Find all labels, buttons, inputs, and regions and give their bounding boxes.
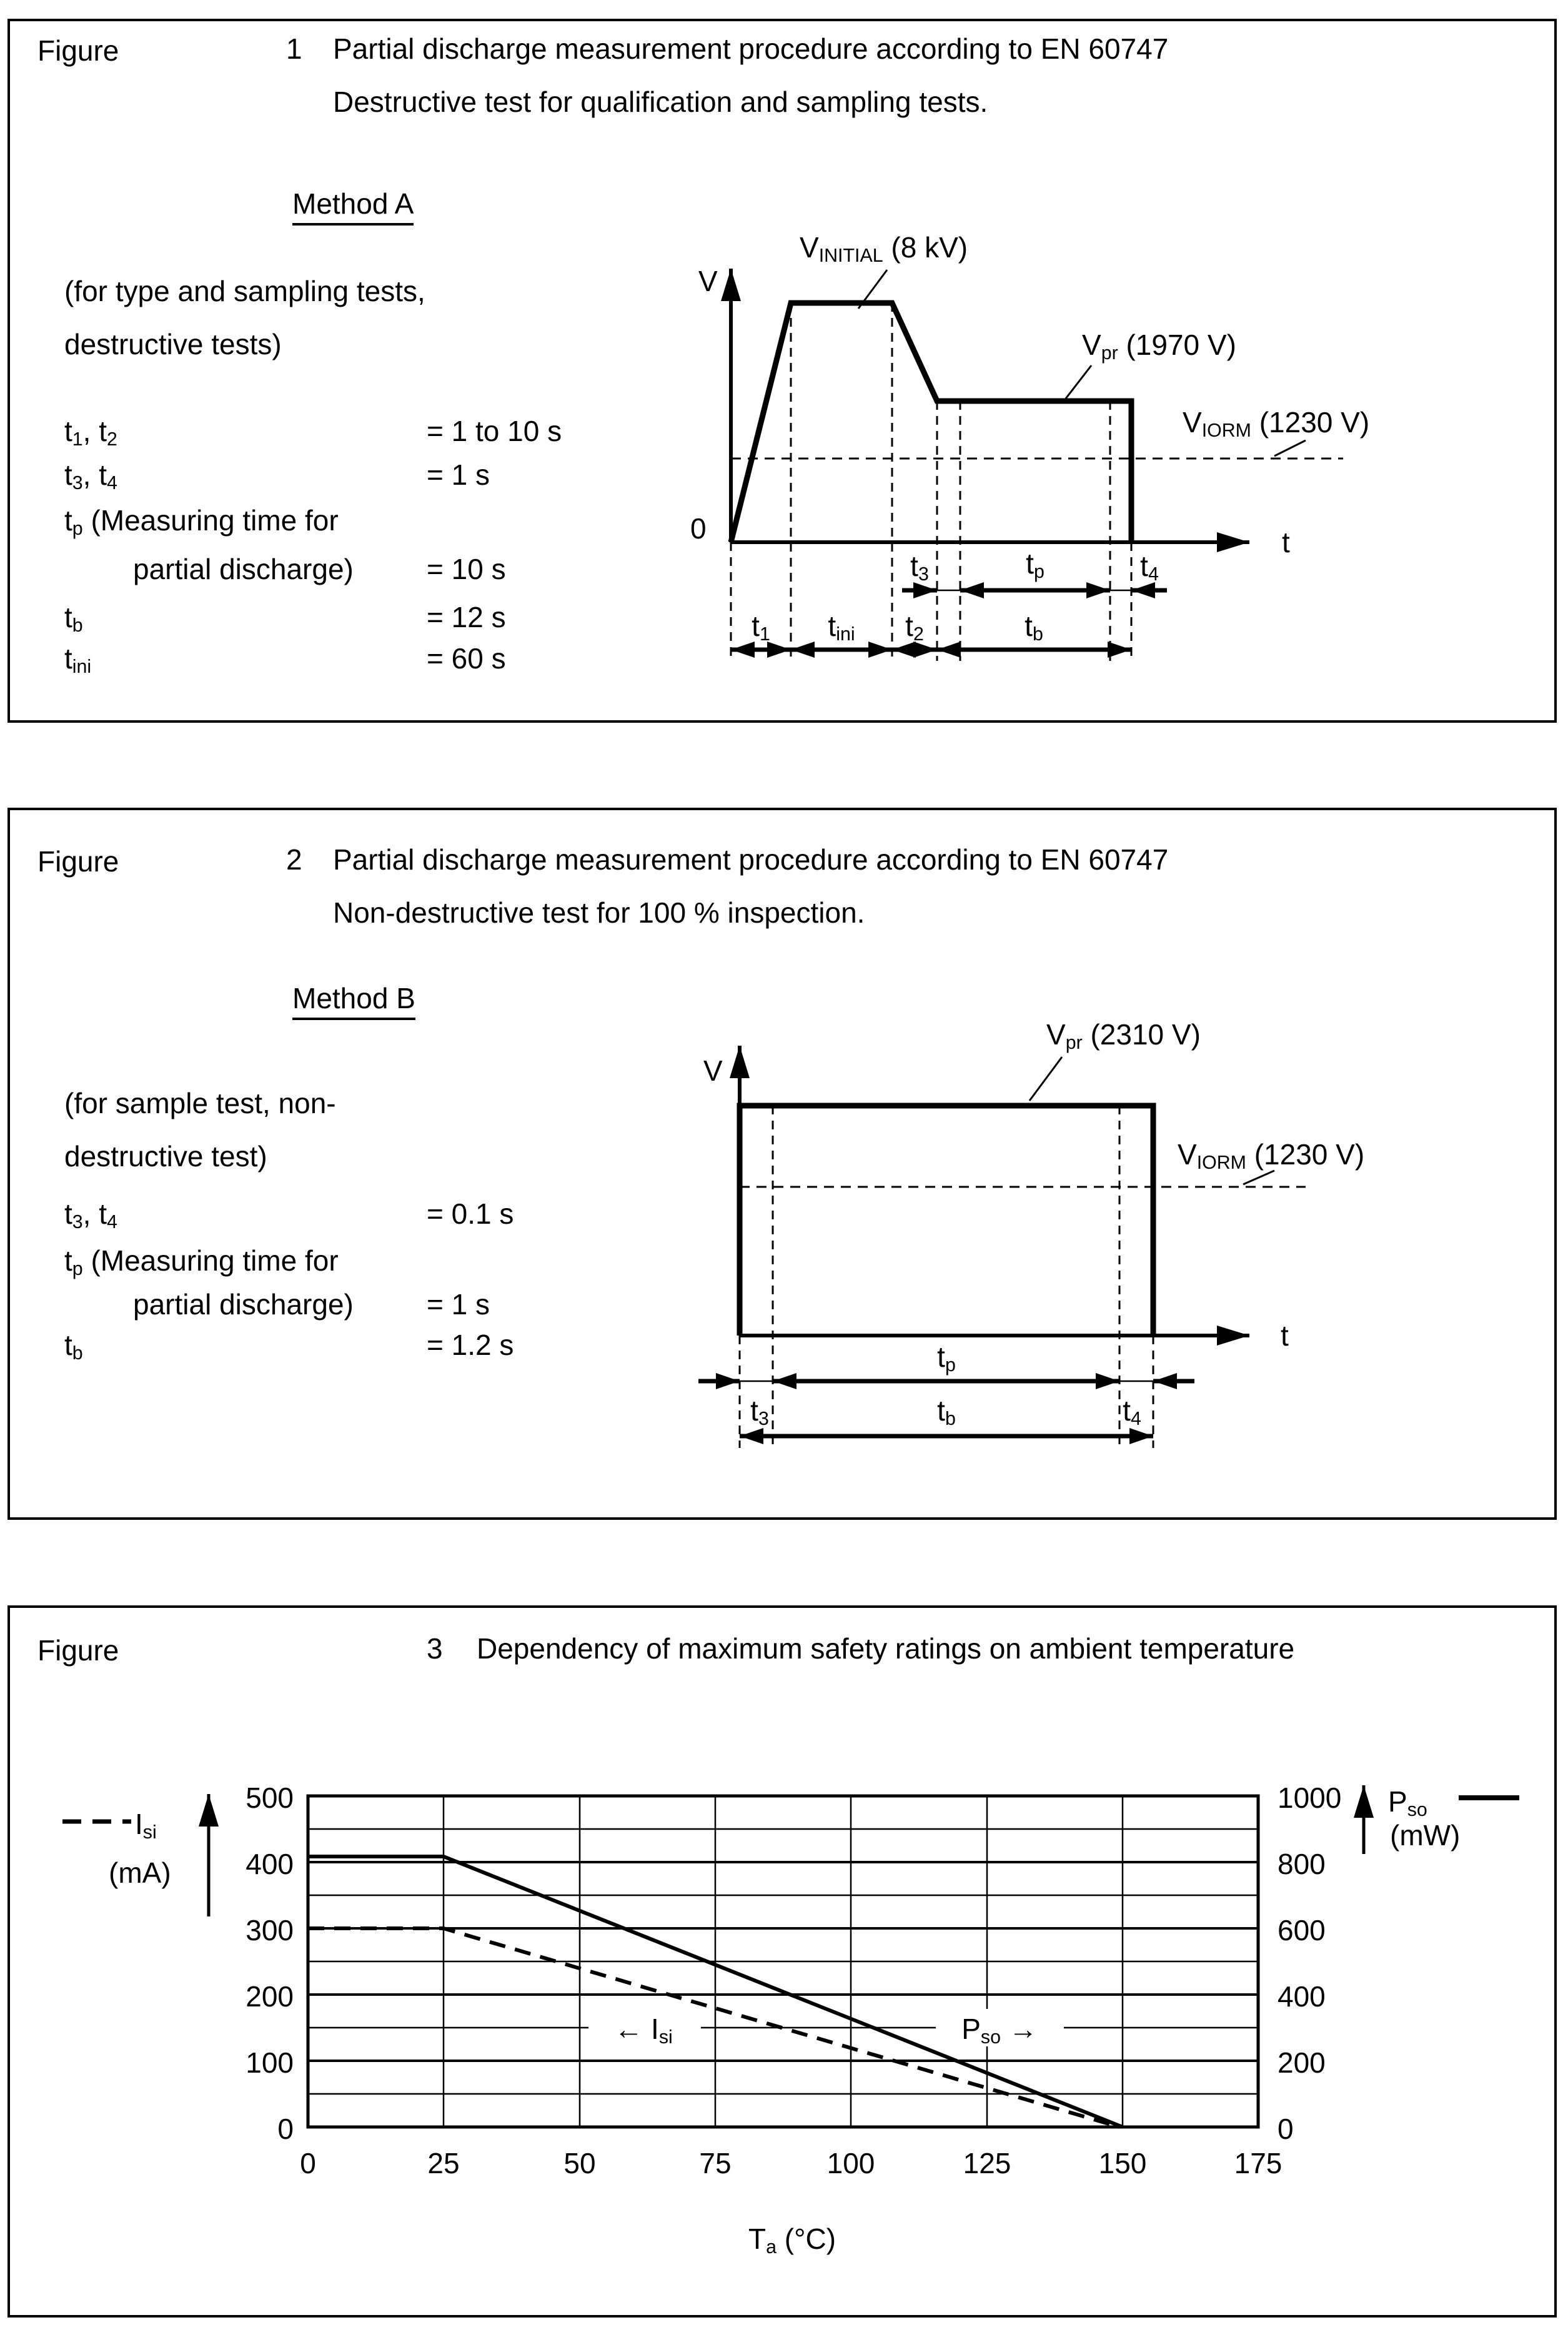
figure3-label: Figure <box>37 1634 119 1667</box>
param-label: $t_b$ <box>64 1329 83 1364</box>
param-label: partial discharge) <box>133 553 354 585</box>
y-left-tick: 200 <box>246 1980 294 2013</box>
x-tick: 175 <box>1234 2147 1283 2179</box>
y-left-tick: 500 <box>246 1782 294 1814</box>
figure3-number: 3 <box>427 1632 443 1665</box>
x-tick: 50 <box>563 2147 596 2179</box>
viorm-label: $V_{IORM}$ (1230 V) <box>1178 1138 1365 1173</box>
derating-chart <box>56 1774 1562 2136</box>
inplot-isi-label: ← $I_{si}$ <box>614 2013 673 2048</box>
param-value: = 0.1 s <box>427 1197 514 1230</box>
param-value: = 1 s <box>427 1288 490 1321</box>
x-axis-title: $T_a$ (°C) <box>748 2223 836 2258</box>
t-axis-label: t <box>1281 1319 1289 1352</box>
isi-legend-unit: (mA) <box>109 1857 171 1889</box>
x-tick: 100 <box>826 2147 875 2179</box>
param-label: $t_b$ <box>64 601 83 636</box>
y-right-tick: 200 <box>1278 2046 1326 2079</box>
dim-label-t4: $t_4$ <box>1140 550 1159 585</box>
vpr-label: $V_{pr}$ (1970 V) <box>1082 329 1236 364</box>
figure1-method-heading <box>292 187 414 221</box>
y-right-tick: 1000 <box>1278 1782 1342 1814</box>
y-left-tick: 400 <box>246 1848 294 1880</box>
param-value: = 1.2 s <box>427 1329 514 1361</box>
figure1-method-text: Method A <box>292 187 414 226</box>
figure1-title-line2: Destructive test for qualification and sampling tests. <box>333 86 988 118</box>
figure1-intro-line1: (for type and sampling tests, <box>64 275 425 307</box>
param-label: partial discharge) <box>133 1288 354 1321</box>
isi-legend-label: $I_{si}$ <box>135 1808 157 1843</box>
figure1-title-line1: Partial discharge measurement procedure according to EN 60747 <box>333 32 1169 65</box>
figure1-label: Figure <box>37 34 119 67</box>
inplot-pso-label: $P_{so}$ → <box>961 2013 1038 2048</box>
figure2-waveform-diagram <box>687 1028 1512 1465</box>
figure2-label: Figure <box>37 845 119 878</box>
y-left-tick: 100 <box>246 2046 294 2079</box>
x-tick: 25 <box>427 2147 460 2179</box>
vpr-label: $V_{pr}$ (2310 V) <box>1046 1018 1201 1053</box>
dim-label-t3: $t_3$ <box>750 1394 769 1429</box>
dim-label-tp: $t_p$ <box>1026 547 1045 582</box>
param-label: $t_3$, $t_4$ <box>64 459 117 493</box>
v-axis-label: V <box>698 265 718 297</box>
figure2-intro-line1: (for sample test, non- <box>64 1087 336 1119</box>
dim-label-tb: $t_b$ <box>937 1394 956 1429</box>
dim-label-t2: $t_2$ <box>905 610 924 645</box>
viorm-label: $V_{IORM}$ (1230 V) <box>1183 406 1370 441</box>
figure2-intro-line2: destructive test) <box>64 1140 267 1172</box>
figure2-method-text: Method B <box>292 982 415 1020</box>
viorm-leader-line <box>1243 1171 1274 1184</box>
vpr-leader-line <box>1030 1057 1062 1101</box>
y-right-tick: 600 <box>1278 1914 1326 1946</box>
dim-label-tini: $t_{ini}$ <box>828 610 855 645</box>
origin-label: 0 <box>690 512 707 545</box>
figure2-title-line1: Partial discharge measurement procedure according to EN 60747 <box>333 843 1169 876</box>
pso-legend-unit: (mW) <box>1390 1819 1461 1852</box>
x-tick: 150 <box>1098 2147 1147 2179</box>
param-value: = 1 s <box>427 459 490 491</box>
y-right-tick: 0 <box>1278 2113 1294 2145</box>
param-label: $t_1$, $t_2$ <box>64 415 117 450</box>
dim-label-tp: $t_p$ <box>937 1341 956 1376</box>
dim-label-t1: $t_1$ <box>752 610 770 645</box>
param-value: = 1 to 10 s <box>427 415 562 447</box>
param-value: = 12 s <box>427 601 506 633</box>
y-right-tick: 400 <box>1278 1980 1326 2013</box>
x-tick: 0 <box>300 2147 316 2179</box>
figure2-number: 2 <box>286 843 302 876</box>
x-tick: 125 <box>963 2147 1011 2179</box>
param-label: $t_p$ (Measuring time for <box>64 504 339 539</box>
param-label: $t_3$, $t_4$ <box>64 1197 117 1232</box>
figure2-title-line2: Non-destructive test for 100 % inspection. <box>333 896 865 929</box>
vinitial-label: $V_{INITIAL}$ (8 kV) <box>800 231 968 266</box>
figure3-title: Dependency of maximum safety ratings on ambient temperature <box>477 1632 1295 1665</box>
figure2-method-heading <box>292 982 415 1015</box>
dim-label-tb: $t_b$ <box>1025 610 1043 645</box>
x-tick: 75 <box>699 2147 732 2179</box>
dim-label-t4: $t_4$ <box>1123 1394 1141 1429</box>
y-left-tick: 0 <box>277 2113 294 2145</box>
v-axis-label: V <box>703 1054 723 1087</box>
y-left-tick: 300 <box>246 1914 294 1946</box>
param-label: $t_{ini}$ <box>64 642 92 677</box>
dim-label-t3: $t_3$ <box>910 550 929 585</box>
viorm-leader-line <box>1274 440 1306 456</box>
y-right-tick: 800 <box>1278 1848 1326 1880</box>
voltage-waveform <box>740 1106 1153 1336</box>
param-value: = 60 s <box>427 642 506 675</box>
vpr-leader-line <box>1066 365 1091 399</box>
param-value: = 10 s <box>427 553 506 585</box>
figure1-waveform-diagram <box>687 250 1512 668</box>
t-axis-label: t <box>1282 526 1290 558</box>
param-label: $t_p$ (Measuring time for <box>64 1244 339 1279</box>
figure1-number: 1 <box>286 32 302 65</box>
pso-legend-label: $P_{so}$ <box>1388 1785 1427 1820</box>
figure1-intro-line2: destructive tests) <box>64 328 282 360</box>
